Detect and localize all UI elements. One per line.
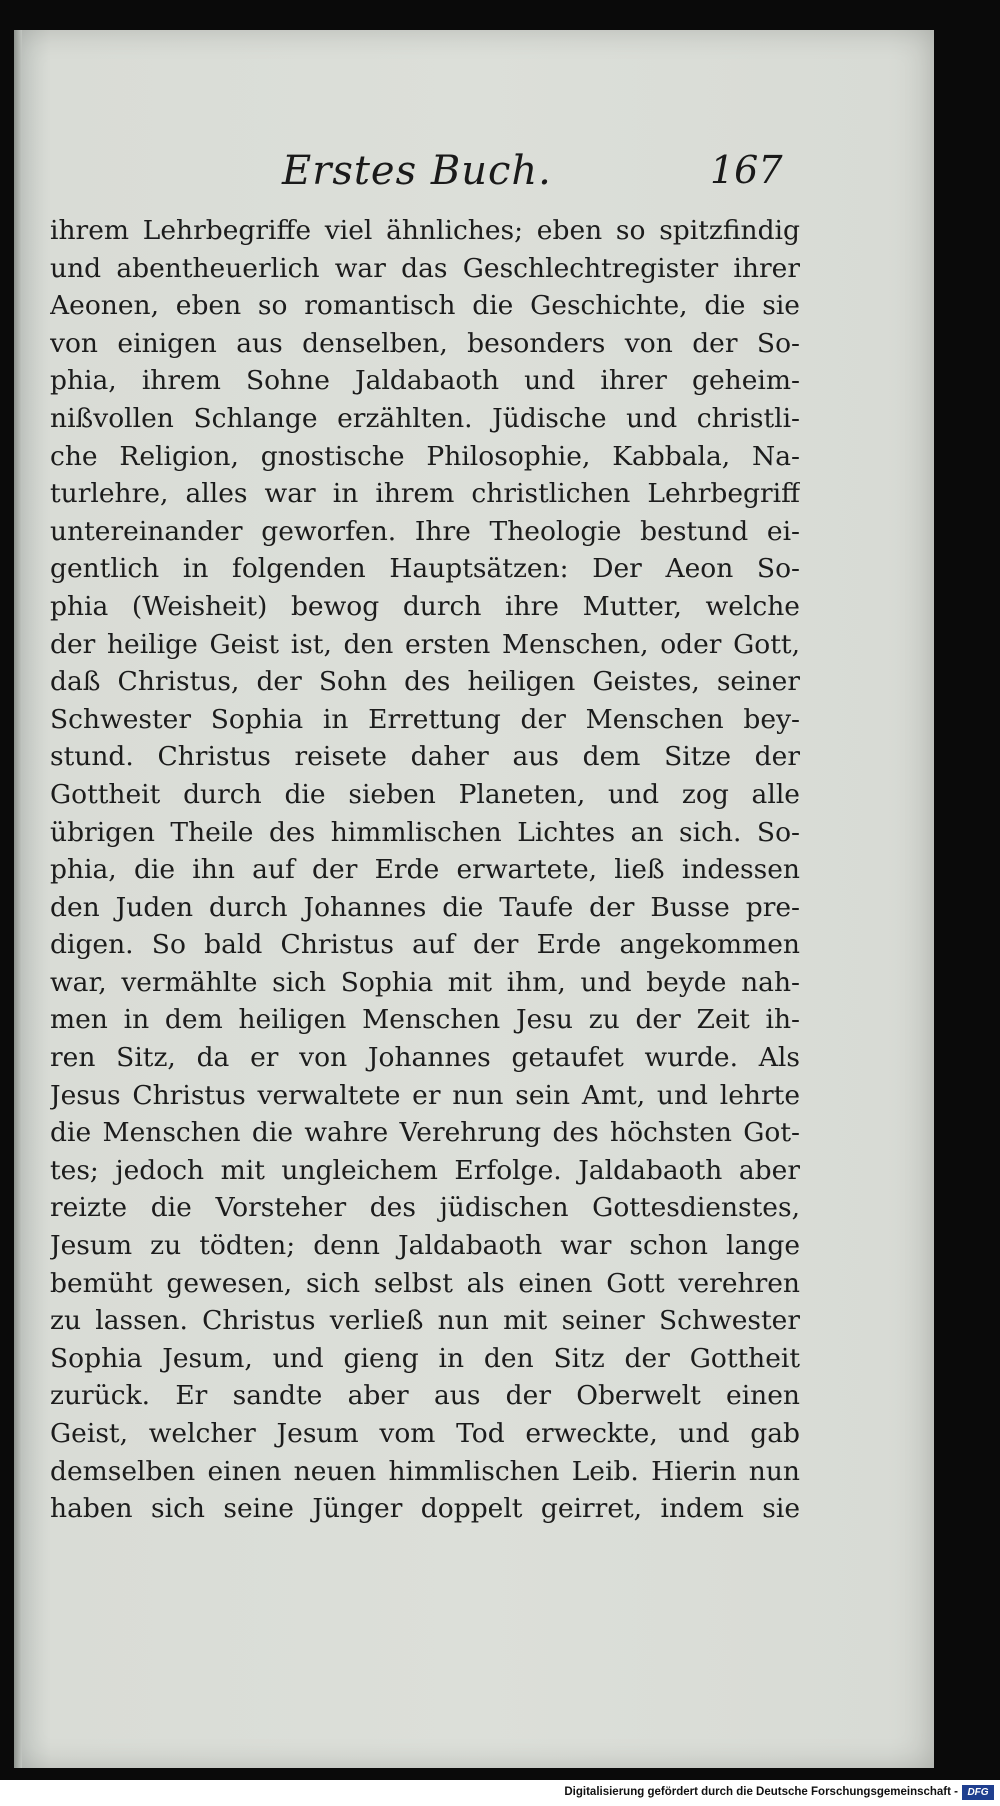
text-line: phia (Weisheit) bewog durch ihre Mutter, welche [50, 590, 800, 622]
text-line: und abentheuerlich war das Geschlechtregister ihrer [50, 252, 800, 284]
text-line: phia, die ihn auf der Erde erwartete, ließ indessen [50, 854, 800, 886]
book-page [14, 30, 934, 1768]
text-line: reizte die Vorsteher des jüdischen Gottesdienstes, [50, 1192, 800, 1224]
text-line: ren Sitz, da er von Johannes getaufet wurde. Als [50, 1042, 800, 1074]
text-line: Jesum zu tödten; denn Jaldabaoth war schon lange [50, 1230, 800, 1262]
text-line: Geist, welcher Jesum vom Tod erweckte, und gab [50, 1418, 800, 1449]
page-edge [14, 30, 22, 1768]
text-line: demselben einen neuen himmlischen Leib. Hierin nun [50, 1455, 800, 1487]
text-line: nißvollen Schlange erzählten. Jüdische und christli- [50, 402, 800, 434]
running-header [14, 148, 934, 208]
digitization-footer [0, 1780, 1000, 1806]
text-line: Aeonen, eben so romantisch die Geschichte, die sie [50, 290, 800, 322]
text-line: ihrem Lehrbegriffe viel ähnliches; eben so spitzfindig [50, 215, 800, 246]
dfg-logo: DFG [962, 1785, 994, 1800]
text-line: bemüht gewesen, sich selbst als einen Gott verehren [50, 1267, 800, 1299]
text-line: war, vermählte sich Sophia mit ihm, und beyde nah- [50, 966, 800, 998]
running-title: Erstes Buch. [282, 148, 552, 194]
text-line: zurück. Er sandte aber aus der Oberwelt einen [50, 1380, 800, 1412]
text-line: untereinander geworfen. Ihre Theologie bestund ei- [50, 515, 800, 547]
text-line: von einigen aus denselben, besonders von der So- [50, 327, 800, 359]
text-line: der heilige Geist ist, den ersten Menschen, oder Gott, [50, 628, 800, 660]
text-line: turlehre, alles war in ihrem christlichen Lehrbegriff [50, 478, 800, 510]
text-line: Jesus Christus verwaltete er nun sein Amt, und lehrte [50, 1079, 800, 1111]
text-line: Sophia Jesum, und gieng in den Sitz der Gottheit [50, 1342, 800, 1374]
text-line: tes; jedoch mit ungleichem Erfolge. Jaldabaoth aber [50, 1154, 800, 1186]
text-line: Gottheit durch die sieben Planeten, und zog alle [50, 778, 800, 810]
body-text [50, 212, 800, 1528]
text-line: gentlich in folgenden Hauptsätzen: Der Aeon So- [50, 553, 800, 585]
text-line: Schwester Sophia in Errettung der Menschen bey- [50, 703, 800, 735]
text-line: daß Christus, der Sohn des heiligen Geistes, seiner [50, 666, 800, 698]
text-line: die Menschen die wahre Verehrung des höchsten Got- [50, 1117, 800, 1149]
text-line: che Religion, gnostische Philosophie, Kabbala, Na- [50, 440, 800, 472]
text-line: zu lassen. Christus verließ nun mit seiner Schwester [50, 1305, 800, 1337]
page-number: 167 [710, 148, 783, 192]
text-line: haben sich seine Jünger doppelt geirret, indem sie [50, 1493, 800, 1525]
text-line: den Juden durch Johannes die Taufe der Busse pre- [50, 891, 800, 923]
text-line: digen. So bald Christus auf der Erde angekommen [50, 929, 800, 961]
funding-credit: Digitalisierung gefördert durch die Deutsche Forschungsgemeinschaft - [564, 1786, 958, 1798]
text-line: phia, ihrem Sohne Jaldabaoth und ihrer geheim- [50, 365, 800, 397]
text-line: stund. Christus reisete daher aus dem Sitze der [50, 741, 800, 773]
text-line: übrigen Theile des himmlischen Lichtes an sich. So- [50, 816, 800, 848]
text-line: men in dem heiligen Menschen Jesu zu der Zeit ih- [50, 1004, 800, 1036]
